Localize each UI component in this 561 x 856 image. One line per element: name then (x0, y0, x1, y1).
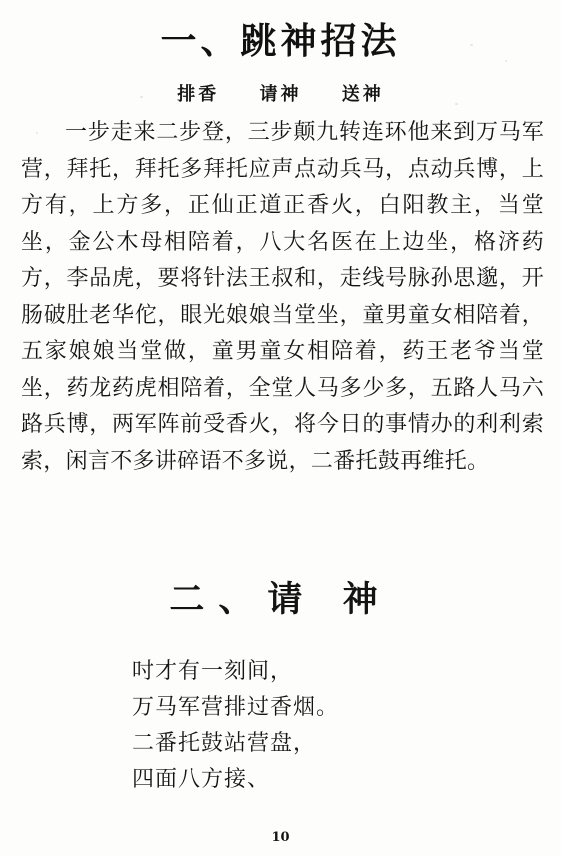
verse-line: 万马军营排过香烟。 (132, 695, 340, 720)
verse-line: 二番托鼓站营盘， (132, 731, 317, 756)
page-number: 10 (271, 830, 290, 845)
subtitle-arrange-incense: 排香 (177, 84, 220, 105)
section-one-title: 一、跳神招法 (160, 21, 401, 62)
section-one-subtitles (0, 83, 561, 107)
verse-line: 吋才有一刻间， (132, 659, 294, 684)
subtitle-invite-deity: 请神 (259, 84, 302, 105)
subtitle-send-deity: 送神 (341, 84, 384, 105)
section-two-title: 二、请 神 (169, 580, 392, 620)
verse-line: 四面八方接、 (132, 767, 271, 792)
section-two-verses (132, 654, 339, 798)
section-one-paragraph: 一步走来二步登，三步颠九转连环他来到万马军营，拜托，拜托多拜托应声点动兵马，点动兵博，上方有，上方多，正仙正道正香火，白阳教主，当堂坐，金公木母相陪着，八大名医在上边坐，格济药方，李品虎，要将针法王叔和，走线号脉孙思邈，开肠破肚老华佗，眼光娘娘当堂坐，童男童女相陪着，五家娘娘当堂做，童男童女相陪着，药王老爷当堂坐，药龙药虎相陪着，全堂人马多少多，五路人马六路兵博，两军阵前受香火，将今日的事情办的利利索索，闲言不多讲碎语不多说，二番托鼓再维托。 (21, 120, 544, 474)
